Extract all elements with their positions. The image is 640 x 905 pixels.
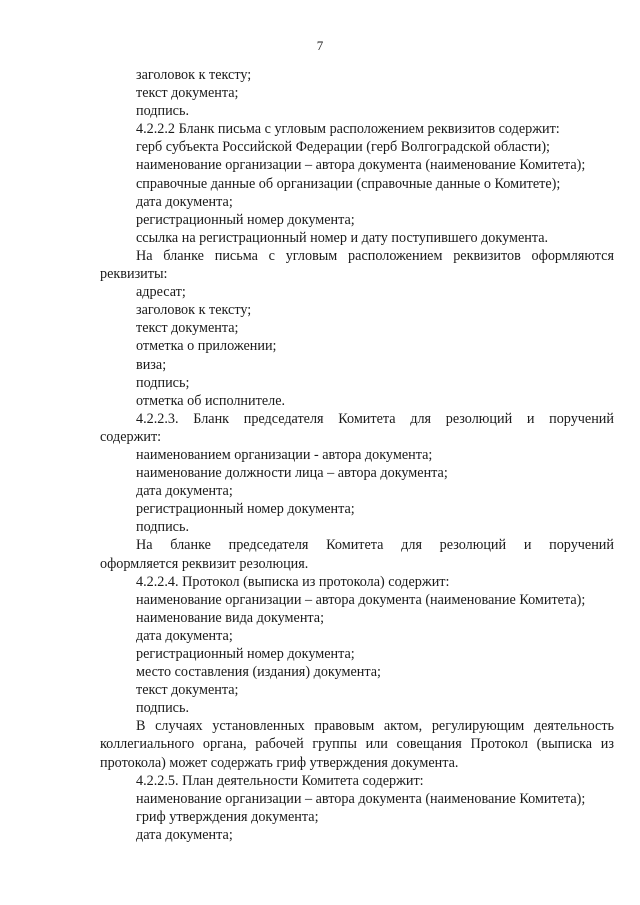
text-line: В случаях установленных правовым актом, регулирующим деятельность — [136, 718, 614, 735]
text-line: 4.2.2.3. Бланк председателя Комитета для резолюций и поручений — [136, 410, 614, 427]
text-line: наименование организации – автора документа (наименование Комитета); — [136, 157, 586, 174]
text-line: протокола) может содержать гриф утверждения документа. — [100, 754, 459, 771]
text-line: На бланке председателя Комитета для резолюций и поручений — [136, 537, 614, 554]
text-line: виза; — [136, 356, 167, 373]
text-line: наименование организации – автора документа (наименование Комитета); — [136, 591, 586, 608]
text-line: дата документа; — [136, 483, 233, 500]
text-line: отметка об исполнителе. — [136, 392, 286, 409]
text-line: 4.2.2.2 Бланк письма с угловым расположением реквизитов содержит: — [136, 121, 560, 138]
text-line: оформляется реквизит резолюция. — [100, 555, 309, 572]
document-body — [100, 66, 614, 844]
text-line: текст документа; — [136, 682, 239, 699]
text-line: наименование должности лица – автора документа; — [136, 465, 448, 482]
text-line: содержит: — [100, 428, 162, 445]
text-line: На бланке письма с угловым расположением реквизитов оформляются — [136, 247, 614, 264]
text-line: герб субъекта Российской Федерации (герб Волгоградской области); — [136, 139, 550, 156]
text-line: заголовок к тексту; — [136, 67, 252, 83]
text-line: реквизиты: — [100, 266, 168, 283]
text-line: регистрационный номер документа; — [136, 211, 355, 228]
text-line: регистрационный номер документа; — [136, 501, 355, 518]
text-line: регистрационный номер документа; — [136, 646, 355, 662]
text-line: наименованием организации - автора документа; — [136, 446, 433, 463]
text-line: дата документа; — [136, 193, 233, 210]
text-line: текст документа; — [136, 85, 239, 102]
text-line: 4.2.2.5. План деятельности Комитета содержит: — [136, 772, 424, 789]
text-line: 4.2.2.4. Протокол (выписка из протокола) содержит: — [136, 573, 450, 590]
text-line: дата документа; — [136, 627, 233, 644]
text-line: заголовок к тексту; — [136, 302, 252, 319]
text-line: гриф утверждения документа; — [136, 808, 319, 825]
text-line: подпись. — [136, 103, 189, 120]
text-line: место составления (издания) документа; — [136, 664, 381, 681]
text-line: ссылка на регистрационный номер и дату поступившего документа. — [136, 229, 549, 246]
text-line: дата документа; — [136, 826, 233, 843]
text-line: подпись; — [136, 374, 190, 391]
text-line: подпись. — [136, 519, 189, 536]
text-line: справочные данные об организации (справочные данные о Комитете); — [136, 175, 561, 192]
text-line: отметка о приложении; — [136, 338, 277, 355]
text-line: коллегиального органа, рабочей группы или совещания Протокол (выписка из — [100, 736, 614, 753]
text-line: наименование организации – автора документа (наименование Комитета); — [136, 790, 586, 807]
page-number: 7 — [316, 38, 324, 53]
text-line: наименование вида документа; — [136, 609, 325, 626]
text-line: текст документа; — [136, 320, 239, 337]
text-line: адресат; — [136, 284, 186, 301]
text-line: подпись. — [136, 700, 189, 717]
